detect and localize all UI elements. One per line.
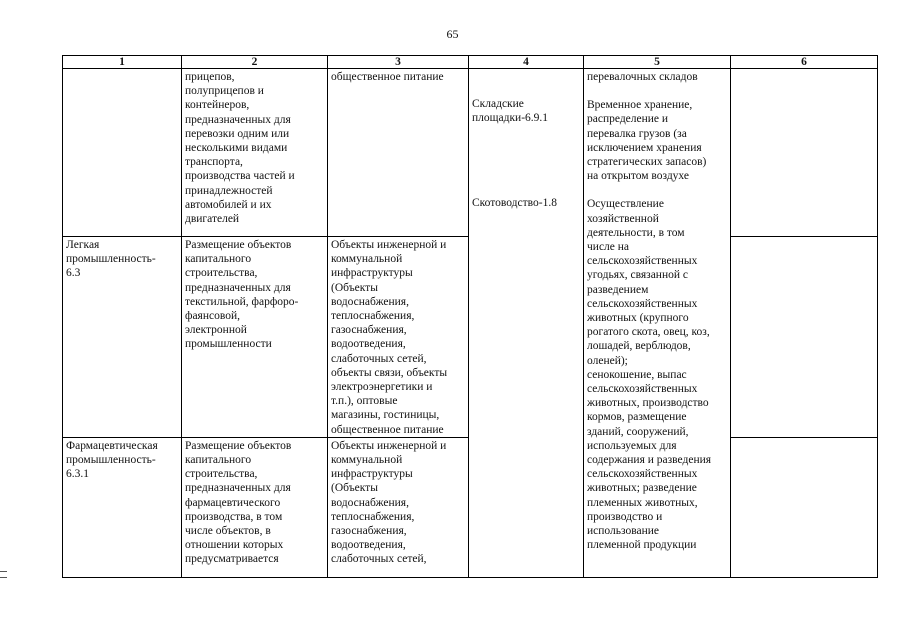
- use-type-cell: Легкая промышленность- 6.3: [63, 237, 182, 438]
- notes-cell: [731, 69, 878, 237]
- column-number: 1: [63, 56, 182, 69]
- column-number: 4: [469, 56, 584, 69]
- description-text: Временное хранение, распределение и перевалка грузов (за исключением хранения стратегических запасов) на открытом воздухе: [587, 99, 707, 183]
- use-type-cell: [63, 69, 182, 237]
- use-description-cell: Размещение объектов капитального строительства, предназначенных для текстильной, фарфоро- фаянсовой, электронной промышленности: [182, 237, 328, 438]
- description-text: Осуществление хозяйственной деятельности, в том числе на сельскохозяйственных угодьях, связанной с разведением сельскохозяйственных животных (крупного рогатого скота, овец, коз, лошадей, верблюдов, оленей); сенокошение, выпас сельскохозяйственных животных, производство кормов, размещение зданий, сооружений, используемых для содержания и разведения сельскохозяйственных животных; разведение племенных животных, производство и использование племенной продукции: [587, 198, 712, 552]
- use-description-cell: прицепов, полуприцепов и контейнеров, предназначенных для перевозки одним или несколькими видами транспорта, производства частей и принадлежностей автомобилей и их двигателей: [182, 69, 328, 237]
- column-number: 2: [182, 56, 328, 69]
- auxiliary-use-cell: Объекты инженерной и коммунальной инфраструктуры (Объекты водоснабжения, теплоснабжения, газоснабжения, водоотведения, слаботочных сетей, объекты связи, объекты электроэнергетики и т.п.), оптовые магазины, гостиницы, общественное питание: [328, 237, 469, 438]
- table-row: [63, 69, 878, 237]
- column-number: 6: [731, 56, 878, 69]
- regulations-table: [62, 55, 878, 578]
- conditional-use-item: Скотоводство-1.8: [472, 197, 557, 210]
- conditional-use-description-cell: [584, 69, 731, 578]
- notes-cell: [731, 237, 878, 438]
- use-description-cell: Размещение объектов капитального строительства, предназначенных для фармацевтического производства, в том числе объектов, в отношении которых предусматривается: [182, 437, 328, 577]
- auxiliary-use-cell: общественное питание: [328, 69, 469, 237]
- page-number: 65: [446, 27, 459, 41]
- margin-mark: [0, 571, 7, 578]
- use-type-cell: Фармацевтическая промышленность- 6.3.1: [63, 437, 182, 577]
- column-number: 3: [328, 56, 469, 69]
- conditional-use-cell: [469, 69, 584, 578]
- column-number: 5: [584, 56, 731, 69]
- notes-cell: [731, 437, 878, 577]
- column-number-row: [63, 56, 878, 69]
- description-text: перевалочных складов: [587, 71, 698, 83]
- auxiliary-use-cell: Объекты инженерной и коммунальной инфраструктуры (Объекты водоснабжения, теплоснабжения, газоснабжения, водоотведения, слаботочных сетей,: [328, 437, 469, 577]
- conditional-use-item: Складские площадки-6.9.1: [472, 98, 549, 125]
